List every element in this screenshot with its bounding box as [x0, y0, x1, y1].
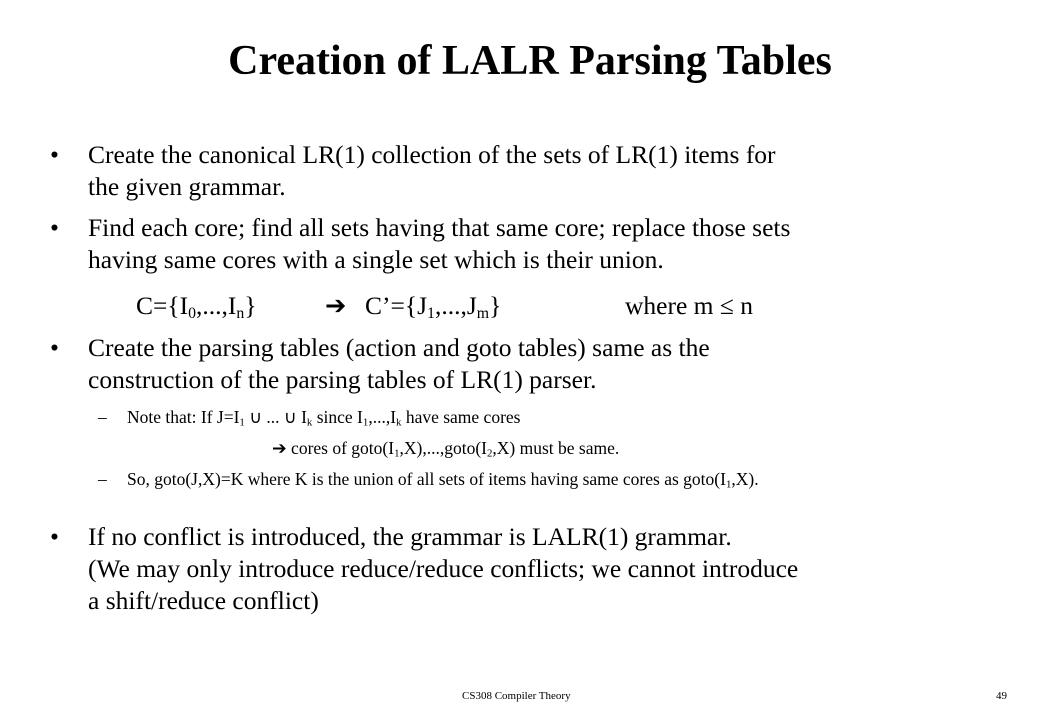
bullet-dot: •	[50, 213, 59, 242]
bullet-text	[88, 139, 776, 203]
bullet-line: a shift/reduce conflict)	[88, 586, 319, 615]
bullet-dot: •	[50, 140, 59, 169]
implies-arrow-icon: ➔	[272, 439, 287, 459]
note-text: Note that: If $J=I_1$ ∪ ... ∪ $I_k$ since $I_1,...,I_k$ have same cores	[127, 407, 521, 429]
slide-title: Creation of LALR Parsing Tables	[228, 38, 832, 84]
bullet-text	[88, 212, 790, 276]
footer-page-number: 49	[996, 690, 1007, 702]
bullet-line: Create the parsing tables (action and goto tables) same as the	[88, 333, 710, 362]
implies-arrow-icon: ➔	[325, 291, 347, 321]
bullet-line: the given grammar.	[88, 172, 286, 201]
bullet-line: (We may only introduce reduce/reduce conflicts; we cannot introduce	[88, 554, 799, 583]
formula-c: $C=\{I_0,...,I_n\}$	[136, 291, 257, 322]
implies-line: ➔ cores of $goto(I_1,X),...,goto(I_2,X)$ must be same.	[272, 438, 620, 460]
bullet-line: having same cores with a single set which is their union.	[88, 245, 664, 274]
sub-bullet-dash: –	[98, 469, 107, 489]
bullet-text	[88, 521, 798, 617]
bullet-text	[88, 332, 710, 396]
bullet-line: construction of the parsing tables of LR(1) parser.	[88, 365, 597, 394]
bullet-line: Find each core; find all sets having that same core; replace those sets	[88, 213, 791, 242]
bullet-dot: •	[50, 333, 59, 362]
formula-c-prime: $C’=\{J_1,...,J_m\}$	[365, 291, 502, 322]
bullet-dot: •	[50, 522, 59, 551]
bullet-line: If no conflict is introduced, the grammar is LALR(1) grammar.	[88, 522, 732, 551]
footer-course: CS308 Compiler Theory	[462, 690, 571, 702]
sub-bullet-dash: –	[98, 407, 107, 427]
so-text: So, goto(J,X)=K where K is the union of all sets of items having same cores as $goto(I_1,X)$.	[127, 469, 759, 491]
bullet-line: Create the canonical LR(1) collection of the sets of LR(1) items for	[88, 140, 776, 169]
formula-where: where m ≤ n	[625, 291, 753, 320]
